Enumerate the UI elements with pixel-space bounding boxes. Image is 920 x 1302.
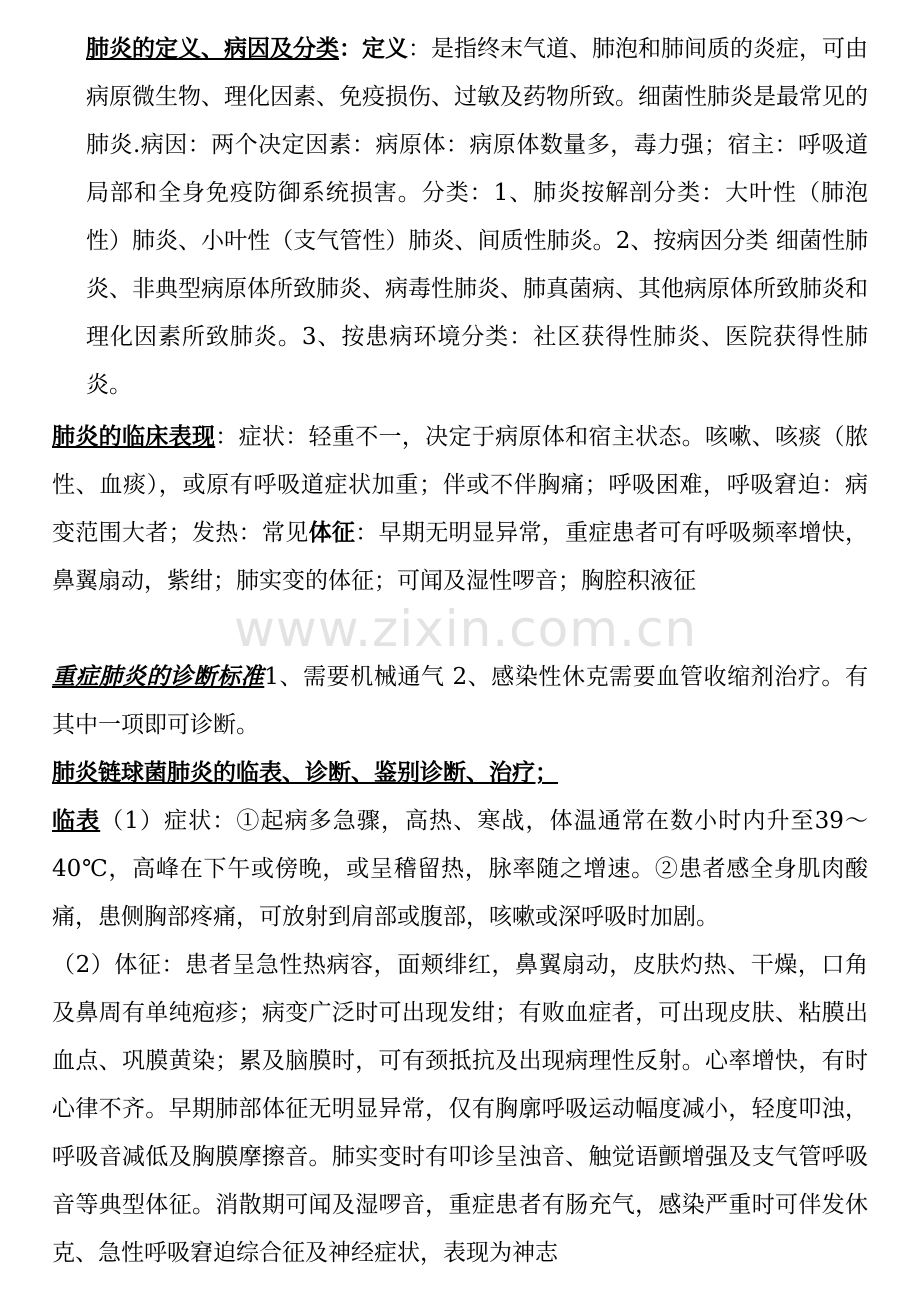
clinical-paragraph [52, 413, 868, 605]
watermark: www.zixin.com.cn [234, 600, 698, 658]
signs-paragraph [52, 941, 868, 1277]
definition-body: ：是指终末气道、肺泡和肺间质的炎症，可由病原微生物、理化因素、免疫损伤、过敏及药物所致。细菌性肺炎是最常见的肺炎.病因：两个决定因素：病原体：病原体数量多，毒力强；宿主：呼吸道局部和全身免疫防御系统损害。分类：1、肺炎按解剖分类：大叶性（肺泡性）肺炎、小叶性（支气管性）肺炎、间质性肺炎。2、按病因分类 细菌性肺炎、非典型病原体所致肺炎、病毒性肺炎、肺真菌病、其他病原体所致肺炎和理化因素所致肺炎。3、按患病环境分类：社区获得性肺炎、医院获得性肺炎。 [86, 36, 868, 398]
definition-paragraph [86, 25, 868, 409]
pneumococcal-paragraph [52, 749, 868, 797]
clinical-heading: 肺炎的临床表现 [52, 423, 216, 450]
signs-body: （2）体征：患者呈急性热病容，面颊绯红，鼻翼扇动，皮肤灼热、干燥，口角及鼻周有单纯疱疹；病变广泛时可出现发绀；有败血症者，可出现皮肤、粘膜出血点、巩膜黄染；累及脑膜时，可有颈抵抗及出现病理性反射。心率增快，有时心律不齐。早期肺部体征无明显异常，仅有胸廓呼吸运动幅度减小，轻度叩浊，呼吸音减低及胸膜摩擦音。肺实变时有叩诊呈浊音、触觉语颤增强及支气管呼吸音等典型体征。消散期可闻及湿啰音，重症患者有肠充气，感染严重时可伴发休克、急性呼吸窘迫综合征及神经症状，表现为神志 [52, 952, 868, 1266]
manifestation-body: （1）症状：①起病多急骤，高热、寒战，体温通常在数小时内升至39～40℃，高峰在下午或傍晚，或呈稽留热，脉率随之增速。②患者感全身肌肉酸痛，患侧胸部疼痛，可放射到肩部或腹部，咳嗽或深呼吸时加剧。 [52, 808, 868, 930]
manifestation-heading: 临表 [52, 807, 101, 834]
signs-label: 体征 [308, 519, 356, 546]
pneumococcal-heading: 肺炎链球菌肺炎的临表、诊断、鉴别诊断、治疗； [52, 759, 558, 786]
definition-heading: 肺炎的定义、病因及分类 [86, 35, 339, 62]
manifestation-paragraph [52, 797, 868, 941]
definition-heading-sep: ： [339, 35, 362, 62]
clinical-body-2: ：早期无明显异常，重症患者可有呼吸频率增快，鼻翼扇动，紫绀；肺实变的体征；可闻及湿性啰音；胸腔积液征 [52, 520, 869, 594]
severe-heading: 重症肺炎的诊断标准 [52, 663, 265, 690]
definition-label: 定义 [362, 35, 408, 62]
severe-paragraph [52, 653, 868, 749]
severe-body: 1、需要机械通气 2、感染性休克需要血管收缩剂治疗。有其中一项即可诊断。 [52, 664, 869, 738]
clinical-body-1: ：症状：轻重不一，决定于病原体和宿主状态。咳嗽、咳痰（脓性、血痰），或原有呼吸道症状加重；伴或不伴胸痛；呼吸困难，呼吸窘迫：病变范围大者；发热：常见 [52, 424, 869, 546]
